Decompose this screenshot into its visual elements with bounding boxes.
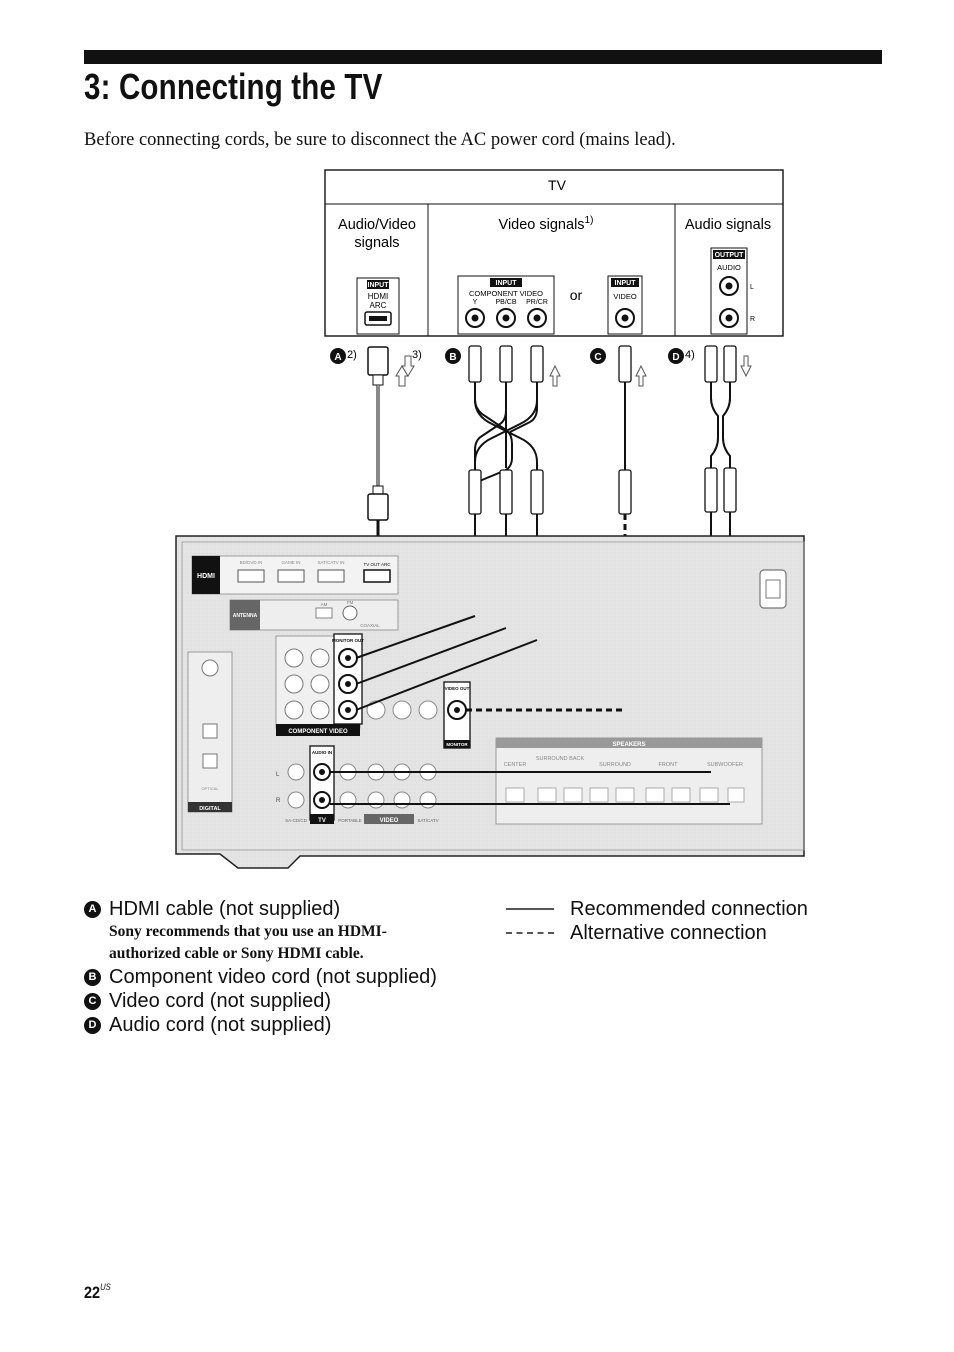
tv-hdmi-input-jack	[357, 278, 399, 334]
legend-badge-c: C	[84, 993, 101, 1010]
callout-c	[590, 348, 606, 364]
tv-video-input-jack	[608, 276, 642, 334]
svg-text:INPUT: INPUT	[495, 280, 517, 287]
svg-text:FM: FM	[346, 600, 354, 605]
svg-text:DIGITAL: DIGITAL	[199, 806, 221, 812]
legend-text-audio: Audio cord (not supplied)	[109, 1014, 332, 1036]
audio-signals-label: Audio signals	[684, 217, 772, 233]
svg-text:AUDIO IN: AUDIO IN	[311, 750, 333, 755]
svg-text:L: L	[750, 284, 754, 291]
svg-text:MONITOR OUT: MONITOR OUT	[332, 638, 364, 643]
svg-text:SURROUND: SURROUND	[599, 762, 631, 768]
intro-text: Before connecting cords, be sure to disconnect the AC power cord (mains lead).	[84, 130, 676, 150]
svg-text:SPEAKERS: SPEAKERS	[612, 742, 646, 748]
svg-text:PORTABLE: PORTABLE	[338, 818, 362, 823]
svg-text:TV: TV	[318, 818, 326, 824]
svg-text:L: L	[276, 772, 280, 778]
av-signals-label-1: Audio/Video	[338, 217, 416, 233]
svg-text:R: R	[276, 798, 281, 804]
svg-text:R: R	[750, 316, 756, 323]
legend-item-video	[84, 989, 514, 1013]
svg-text:OUTPUT: OUTPUT	[714, 252, 744, 259]
svg-text:ANTENNA: ANTENNA	[232, 613, 258, 619]
legend-text-hdmi: HDMI cable (not supplied)	[109, 898, 341, 920]
svg-text:A: A	[334, 352, 342, 363]
legend-item-hdmi	[84, 897, 514, 921]
svg-text:D: D	[672, 352, 680, 363]
page-title: 3: Connecting the TV	[84, 66, 383, 107]
svg-text:HDMI: HDMI	[197, 573, 215, 580]
svg-text:TV OUT ARC: TV OUT ARC	[363, 562, 391, 567]
svg-text:MONITOR: MONITOR	[446, 742, 468, 747]
alternative-connection-label: Alternative connection	[570, 922, 767, 944]
svg-text:Y: Y	[472, 299, 478, 306]
connection-diagram	[170, 168, 810, 878]
tv-panel	[325, 170, 783, 336]
av-signals-label-2: signals	[354, 235, 400, 251]
video-signals-label: Video signals$^{1)}$	[498, 215, 594, 233]
svg-text:HDMI: HDMI	[367, 292, 389, 301]
legend-badge-d: D	[84, 1017, 101, 1034]
svg-text:INPUT: INPUT	[614, 280, 636, 287]
svg-text:SAT/CATV IN: SAT/CATV IN	[317, 560, 345, 565]
svg-text:BD/DVD IN: BD/DVD IN	[239, 560, 263, 565]
svg-text:SAT/CATV: SAT/CATV	[417, 818, 439, 823]
svg-text:SURROUND BACK: SURROUND BACK	[535, 756, 585, 762]
svg-text:AUDIO: AUDIO	[717, 263, 741, 272]
svg-text:VIDEO OUT: VIDEO OUT	[444, 686, 470, 691]
svg-text:COAXIAL: COAXIAL	[360, 623, 380, 628]
hdmi-cable	[368, 347, 388, 566]
svg-text:2): 2)	[347, 349, 357, 361]
title-rule	[84, 50, 882, 64]
tv-title: TV	[548, 177, 566, 193]
svg-text:FRONT: FRONT	[658, 762, 678, 768]
legend-badge-a: A	[84, 901, 101, 918]
svg-text:INPUT: INPUT	[367, 282, 389, 289]
svg-text:AM: AM	[320, 602, 328, 607]
receiver-rear-panel	[176, 536, 804, 868]
dashed-line-sample	[506, 932, 554, 934]
page-number: $22^{US}$	[84, 1282, 111, 1302]
svg-text:CENTER: CENTER	[503, 762, 527, 768]
or-label: or	[569, 287, 583, 303]
solid-line-sample	[506, 908, 554, 910]
alternative-connection-row	[506, 921, 808, 945]
svg-text:VIDEO: VIDEO	[379, 818, 399, 824]
hdmi-recommendation-note: Sony recommends that you use an HDMI-authorized cable or Sony HDMI cable.	[109, 923, 387, 962]
recommended-connection-label: Recommended connection	[570, 898, 808, 920]
svg-text:COMPONENT VIDEO: COMPONENT VIDEO	[288, 729, 348, 735]
svg-text:SUBWOOFER: SUBWOOFER	[706, 762, 744, 768]
legend-text-video: Video cord (not supplied)	[109, 990, 331, 1012]
svg-text:3): 3)	[412, 349, 422, 361]
connection-type-legend	[506, 897, 808, 945]
svg-text:SA-CD/CD: SA-CD/CD	[285, 818, 307, 823]
callout-d	[668, 348, 695, 364]
legend-item-component	[84, 965, 514, 989]
legend-text-component: Component video cord (not supplied)	[109, 966, 437, 988]
svg-text:PB/CB: PB/CB	[495, 299, 517, 306]
svg-text:C: C	[594, 352, 602, 363]
svg-text:4): 4)	[685, 349, 695, 361]
legend-item-audio	[84, 1013, 514, 1037]
cable-legend	[84, 897, 514, 1037]
svg-text:GAME IN: GAME IN	[281, 560, 301, 565]
svg-text:OPTICAL: OPTICAL	[201, 786, 219, 791]
svg-text:ARC: ARC	[369, 301, 387, 310]
callout-b	[445, 348, 461, 364]
recommended-connection-row	[506, 897, 808, 921]
tv-component-input-jacks	[458, 276, 554, 334]
svg-text:COMPONENT VIDEO: COMPONENT VIDEO	[468, 289, 544, 298]
svg-text:VIDEO: VIDEO	[613, 292, 637, 301]
legend-badge-b: B	[84, 969, 101, 986]
svg-text:PR/CR: PR/CR	[526, 299, 548, 306]
svg-text:B: B	[449, 352, 457, 363]
